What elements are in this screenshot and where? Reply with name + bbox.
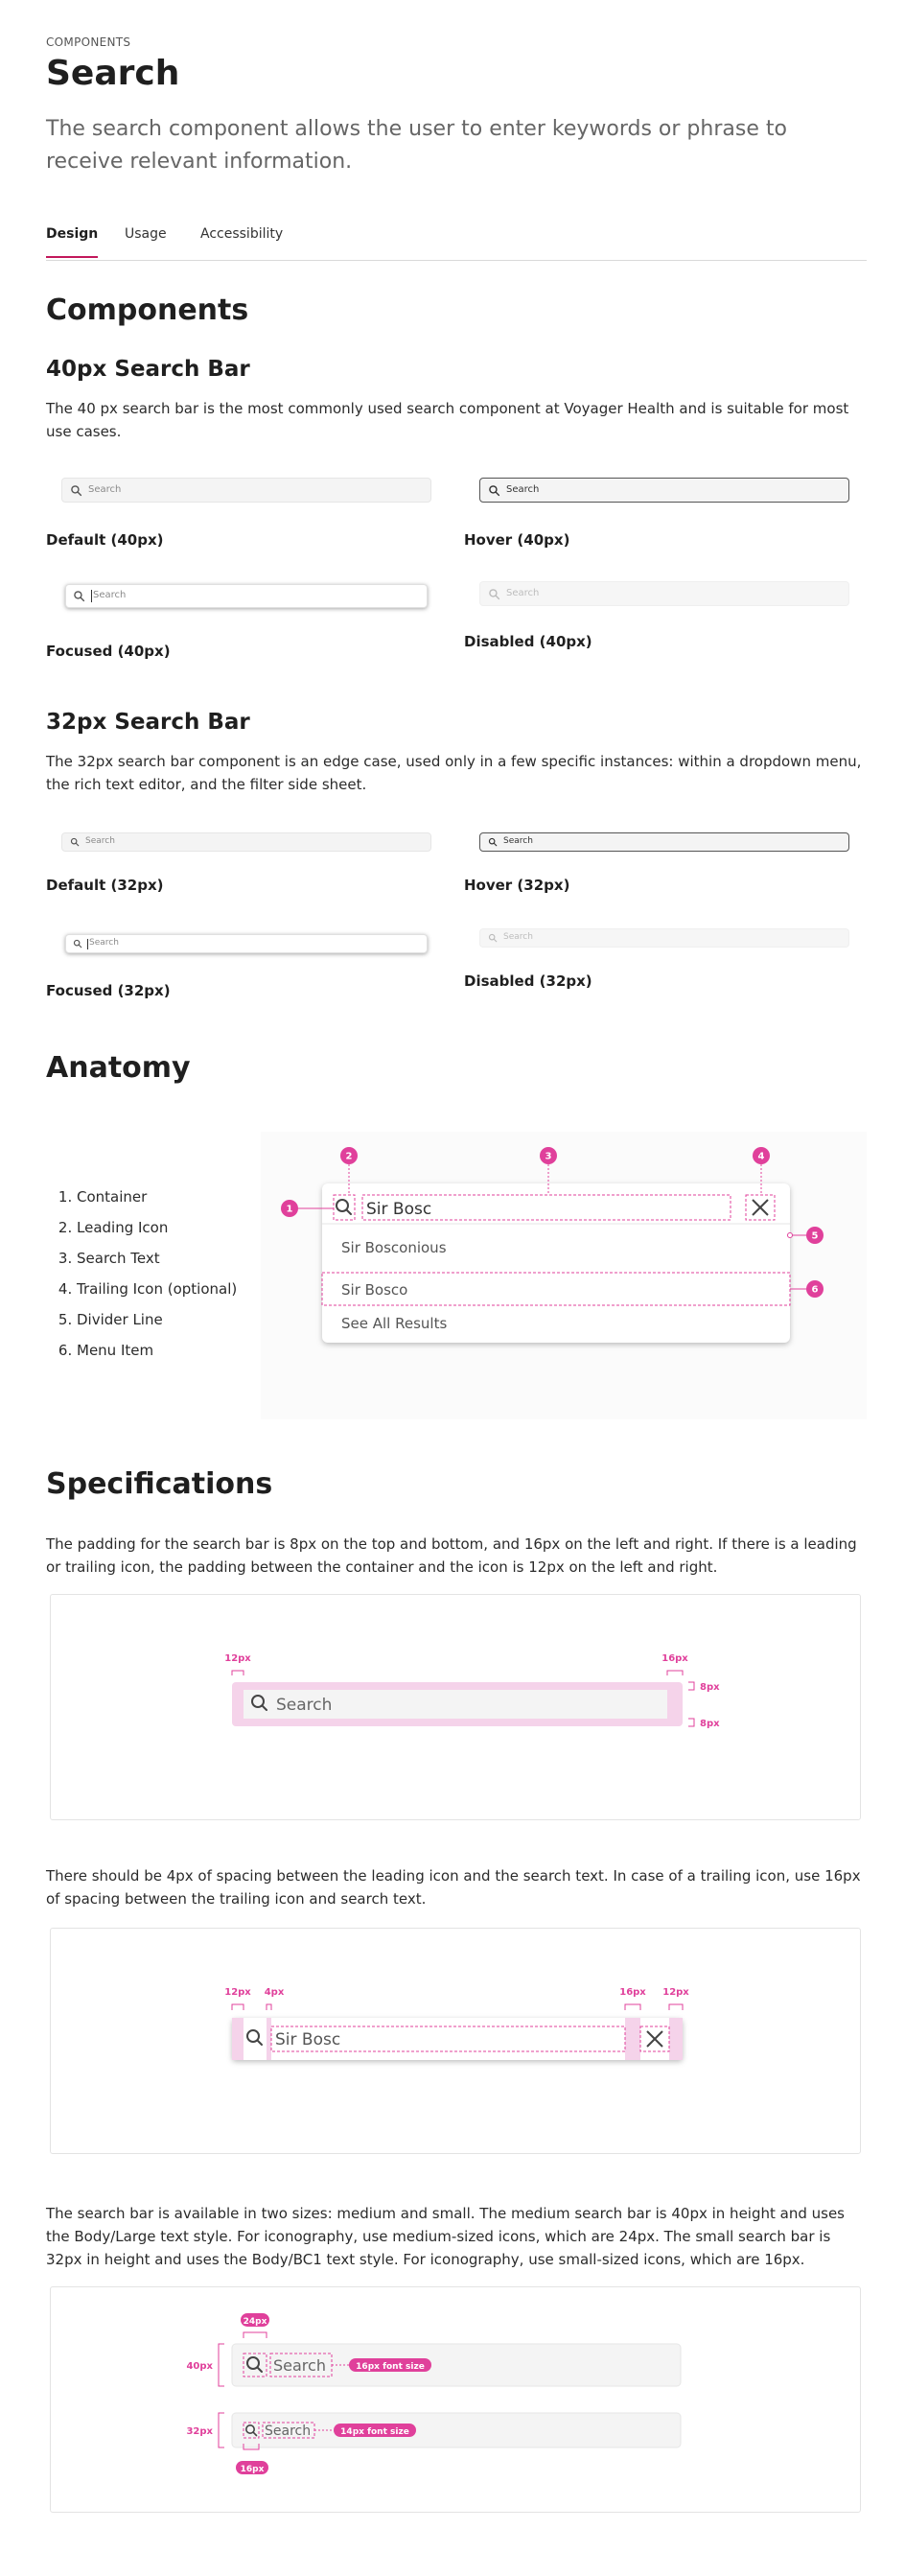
marker-label: 1: [286, 1204, 293, 1215]
measure-bracket: [625, 2004, 640, 2010]
measure-label: 16px: [619, 1987, 646, 1998]
measure-bracket: [244, 2332, 267, 2338]
caption-hover-40: Hover (40px): [464, 531, 570, 549]
spacing-pad-left: [232, 2018, 244, 2060]
search-placeholder: Search: [503, 836, 533, 846]
search-placeholder: Search: [506, 588, 540, 598]
legend-item: 6. Menu Item: [77, 1335, 237, 1366]
search-icon: [488, 588, 500, 600]
measure-label: 8px: [700, 1719, 720, 1729]
measure-label: 12px: [662, 1987, 689, 1998]
specifications-heading: Specifications: [46, 1467, 273, 1501]
pill-label: 16px font size: [356, 2362, 425, 2372]
measure-bracket: [667, 1671, 683, 1675]
measure-label: 4px: [264, 1987, 285, 1998]
anatomy-input-text: Sir Bosc: [366, 1200, 432, 1219]
spacing-gap-icon: [267, 2018, 271, 2060]
text-cursor: [87, 939, 88, 949]
marker-dot: [788, 1233, 793, 1238]
spec-placeholder: Search: [276, 1696, 333, 1715]
search-placeholder: Search: [88, 484, 122, 495]
anatomy-legend: [77, 1182, 237, 1366]
measure-bracket: [232, 1671, 244, 1675]
search-icon: [73, 939, 82, 948]
pill-label: 24px: [243, 2317, 267, 2327]
search-icon: [70, 837, 80, 847]
spec-input-text: Sir Bosc: [275, 2030, 341, 2049]
tab-design[interactable]: Design: [46, 226, 99, 242]
caption-disabled-32: Disabled (32px): [464, 972, 592, 990]
caption-focused-40: Focused (40px): [46, 643, 171, 660]
search-bar-hover-40[interactable]: [479, 478, 849, 503]
measure-bracket: [688, 1719, 694, 1726]
marker-label: 2: [345, 1151, 353, 1162]
search-bar-focused-40[interactable]: [65, 584, 428, 608]
legend-item: 3. Search Text: [77, 1243, 237, 1274]
s40-heading: 40px Search Bar: [46, 357, 250, 382]
measure-label: 12px: [224, 1987, 251, 1998]
caption-default-32: Default (32px): [46, 877, 164, 894]
components-heading: Components: [46, 293, 249, 327]
size-small-placeholder: Search: [265, 2424, 312, 2439]
page-title: Search: [46, 54, 180, 93]
search-icon: [488, 837, 498, 847]
search-bar-disabled-40: [479, 581, 849, 606]
s32-description: The 32px search bar component is an edge case, used only in a few specific instances: within a dropdown menu, the rich text editor, and the filter side sheet.: [46, 753, 862, 793]
tab-bar: [46, 222, 867, 261]
text-cursor: [91, 590, 92, 602]
tab-usage[interactable]: Usage: [125, 226, 167, 242]
search-icon: [73, 590, 85, 602]
legend-item: 5. Divider Line: [77, 1304, 237, 1335]
search-icon: [70, 484, 82, 497]
spacing-pad-right: [669, 2018, 683, 2060]
s32-heading: 32px Search Bar: [46, 710, 250, 735]
measure-label: 16px: [661, 1653, 688, 1664]
menu-item: Sir Bosconious: [341, 1239, 447, 1256]
marker-label: 6: [811, 1284, 819, 1296]
measure-bracket: [232, 2004, 244, 2010]
size-medium-placeholder: Search: [273, 2356, 326, 2375]
measure-bracket: [219, 2344, 224, 2386]
spacing-gap-trailing: [625, 2018, 640, 2060]
marker-label: 5: [811, 1230, 819, 1242]
sizes-spec-diagram: [50, 2286, 861, 2513]
s40-description: The 40 px search bar is the most commonly used search component at Voyager Health and is suitable for most use cases.: [46, 400, 849, 440]
menu-item: See All Results: [341, 1315, 448, 1332]
eyebrow: COMPONENTS: [46, 35, 131, 49]
spec-padding-text: The padding for the search bar is 8px on the top and bottom, and 16px on the left and right. If there is a leading or trailing icon, the padding between the container and the icon is 12px on the left and right.: [46, 1535, 857, 1576]
menu-item: Sir Bosco: [341, 1281, 408, 1299]
search-placeholder: Search: [93, 590, 127, 600]
measure-label: 12px: [224, 1653, 251, 1664]
spec-spacing-text: There should be 4px of spacing between the leading icon and the search text. In case of a trailing icon, use 16px of spacing between the trailing icon and search text.: [46, 1867, 861, 1908]
search-placeholder: Search: [85, 836, 115, 846]
anatomy-diagram: [261, 1132, 867, 1419]
tab-accessibility[interactable]: Accessibility: [200, 226, 284, 242]
search-icon: [488, 484, 500, 497]
pill-label: 16px: [240, 2465, 265, 2474]
pill-label: 14px font size: [340, 2427, 409, 2437]
spacing-spec-diagram: [50, 1928, 861, 2154]
search-bar-default-40[interactable]: [61, 478, 431, 503]
measure-bracket: [688, 1682, 694, 1690]
marker-label: 3: [545, 1151, 552, 1162]
legend-item: 2. Leading Icon: [77, 1212, 237, 1243]
search-placeholder: Search: [506, 484, 540, 495]
search-bar-disabled-32: [479, 928, 849, 948]
caption-hover-32: Hover (32px): [464, 877, 570, 894]
measure-bracket: [219, 2413, 224, 2447]
search-icon: [488, 933, 498, 943]
marker-label: 4: [757, 1151, 765, 1162]
search-bar-focused-32[interactable]: [65, 934, 428, 953]
padding-spec-diagram: [50, 1594, 861, 1820]
anatomy-heading: Anatomy: [46, 1051, 191, 1085]
legend-item: 4. Trailing Icon (optional): [77, 1274, 237, 1304]
measure-label: 32px: [186, 2426, 213, 2437]
caption-focused-32: Focused (32px): [46, 982, 171, 999]
spec-sizes-text: The search bar is available in two sizes: medium and small. The medium search bar is 40px in height and uses the Body/Large text style. For iconography, use medium-sized icons, which are 24px. The small search bar is 32px in height and uses the Body/BC1 text style. For iconography, use small-sized icons, which are 16px.: [46, 2205, 845, 2268]
search-bar-hover-32[interactable]: [479, 832, 849, 852]
page-description: The search component allows the user to enter keywords or phrase to receive relevant information.: [46, 117, 787, 174]
legend-item: 1. Container: [77, 1182, 237, 1212]
measure-bracket: [267, 2004, 271, 2010]
caption-disabled-40: Disabled (40px): [464, 633, 592, 650]
search-bar-default-32[interactable]: [61, 832, 431, 852]
caption-default-40: Default (40px): [46, 531, 164, 549]
measure-bracket: [669, 2004, 683, 2010]
measure-label: 40px: [186, 2361, 213, 2372]
search-placeholder: Search: [503, 932, 533, 942]
search-placeholder: Search: [89, 938, 119, 948]
measure-label: 8px: [700, 1682, 720, 1693]
